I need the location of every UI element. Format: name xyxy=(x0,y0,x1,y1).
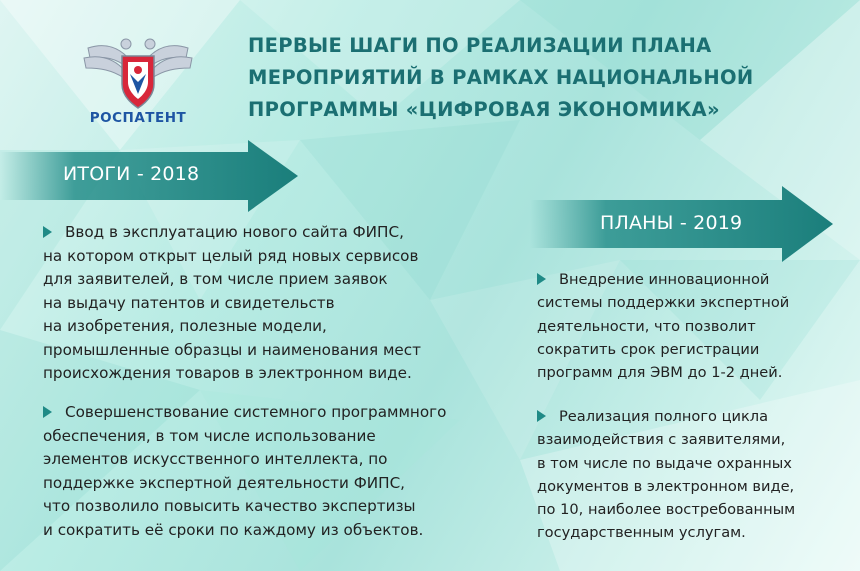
title-line: МЕРОПРИЯТИЙ В РАМКАХ НАЦИОНАЛЬНОЙ xyxy=(248,66,754,89)
results-label: ИТОГИ - 2018 xyxy=(63,163,200,185)
text-line: промышленные образцы и наименования мест xyxy=(43,340,421,359)
text-line: сократить срок регистрации xyxy=(537,340,760,358)
triangle-right-icon xyxy=(537,273,546,285)
results-item-2 xyxy=(43,401,446,542)
text-line: для заявителей, в том числе прием заявок xyxy=(43,270,388,288)
text-line: элементов искусственного интеллекта, по xyxy=(43,450,388,468)
text-line: Ввод в эксплуатацию нового сайта ФИПС, xyxy=(65,223,404,241)
text-line: Реализация полного цикла xyxy=(559,408,769,425)
plans-item-2 xyxy=(537,405,795,545)
results-2018-banner xyxy=(0,140,300,212)
text-line: на изобретения, полезные модели, xyxy=(43,317,327,335)
text-line xyxy=(43,401,446,425)
text-line: государственным услугам. xyxy=(537,524,746,542)
text-line xyxy=(537,405,795,428)
title-line: ПЕРВЫЕ ШАГИ ПО РЕАЛИЗАЦИИ ПЛАНА xyxy=(248,34,712,57)
text-line: взаимодействия с заявителями, xyxy=(537,431,786,449)
results-item-1 xyxy=(43,221,421,386)
rospatent-logo xyxy=(78,34,198,132)
rospatent-eagle-emblem-icon xyxy=(78,34,198,112)
text-line: по 10, наиболее востребованным xyxy=(537,501,796,519)
plans-2019-banner xyxy=(530,186,835,262)
text-line: Внедрение инновационной xyxy=(559,271,770,288)
text-line xyxy=(537,268,789,291)
plans-label: ПЛАНЫ - 2019 xyxy=(600,212,743,234)
text-line: что позволило повысить качество экспертизы xyxy=(43,497,416,515)
title-line: ПРОГРАММЫ «ЦИФРОВАЯ ЭКОНОМИКА» xyxy=(248,98,720,121)
text-line: деятельности, что позволит xyxy=(537,317,756,335)
text-line: программ для ЭВМ до 1-2 дней. xyxy=(537,364,783,382)
text-line xyxy=(43,221,421,245)
triangle-right-icon xyxy=(43,406,52,418)
logo-text: РОСПАТЕНТ xyxy=(89,110,187,126)
text-line: происхождения товаров в электронном виде. xyxy=(43,364,412,382)
triangle-right-icon xyxy=(537,410,546,422)
text-line: на котором открыт целый ряд новых сервисов xyxy=(43,246,419,265)
text-line: обеспечения, в том числе использование xyxy=(43,426,376,445)
triangle-right-icon xyxy=(43,226,52,238)
text-line: в том числе по выдаче охранных xyxy=(537,454,792,472)
page-title xyxy=(248,30,808,126)
text-line: поддержке экспертной деятельности ФИПС, xyxy=(43,473,406,492)
text-line: документов в электронном виде, xyxy=(537,477,795,495)
text-line: Совершенствование системного программного xyxy=(65,403,447,421)
text-line: на выдачу патентов и свидетельств xyxy=(43,293,335,312)
plans-item-1 xyxy=(537,268,789,384)
text-line: системы поддержки экспертной xyxy=(537,294,790,312)
text-line: и сократить её сроки по каждому из объектов. xyxy=(43,520,424,539)
